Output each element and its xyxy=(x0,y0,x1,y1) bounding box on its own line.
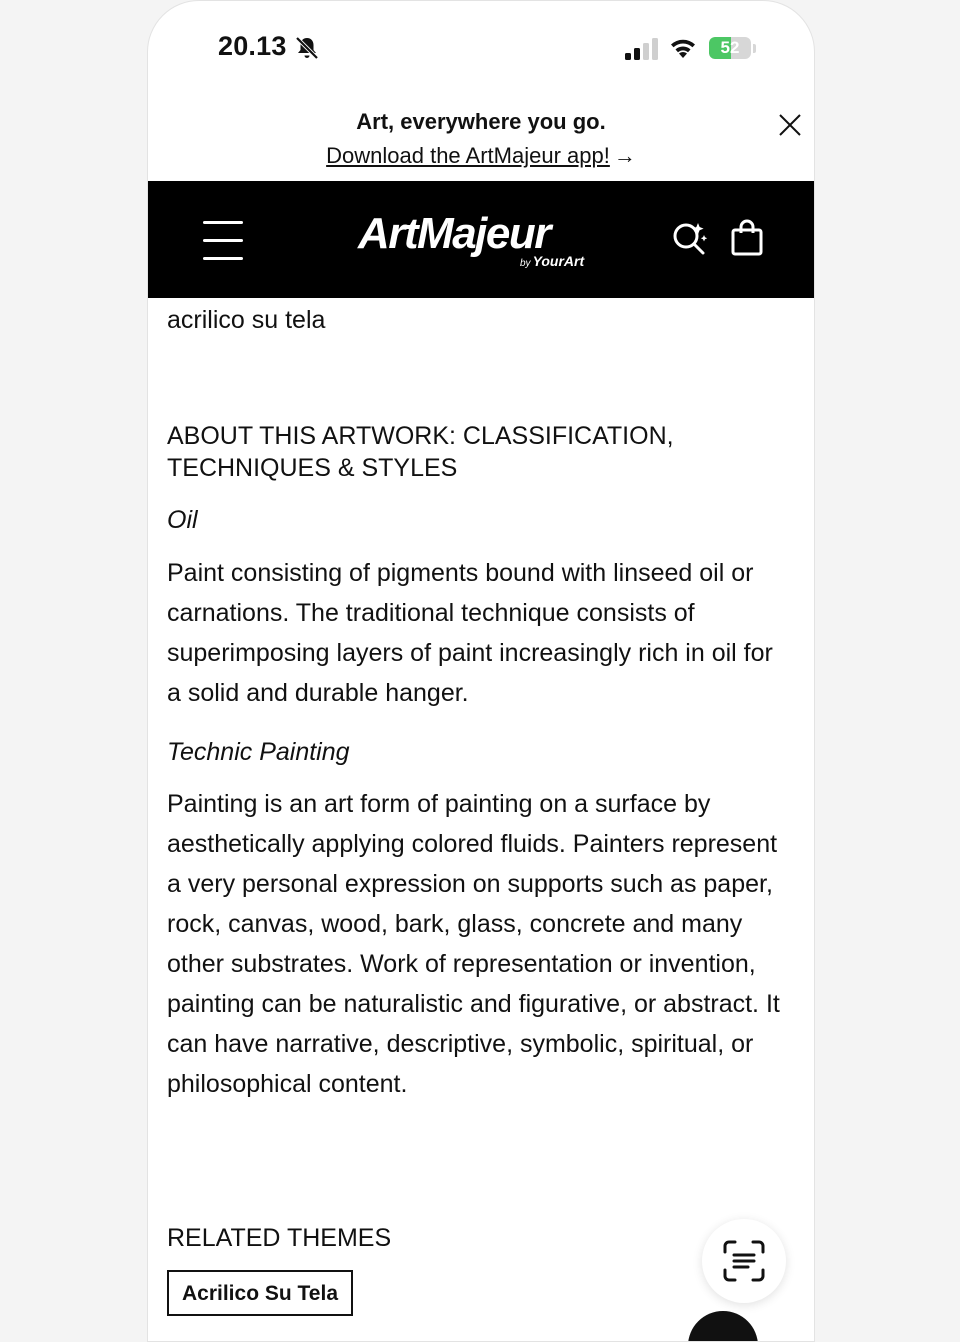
download-app-link[interactable] xyxy=(148,143,814,169)
logo-wordmark: ArtMajeur xyxy=(358,209,550,258)
floating-action-button[interactable] xyxy=(688,1311,758,1342)
phone-screen xyxy=(147,0,815,1342)
battery-nub xyxy=(753,44,756,53)
banner-title: Art, everywhere you go. xyxy=(356,109,606,134)
cellular-signal-icon xyxy=(624,38,660,60)
artwork-medium: acrilico su tela xyxy=(167,306,326,334)
bell-muted-icon xyxy=(294,35,320,61)
ai-search-icon[interactable] xyxy=(671,219,709,257)
logo-byline-name: YourArt xyxy=(532,253,585,269)
status-time: 20.13 xyxy=(218,31,287,61)
logo-by: by xyxy=(520,258,531,269)
download-app-link-text[interactable]: Download the ArtMajeur app! xyxy=(326,143,610,168)
term-title-technic-painting: Technic Painting xyxy=(167,738,350,766)
battery-charging-icon xyxy=(709,37,751,59)
term-description-technic-painting: Painting is an art form of painting on a surface by aesthetically applying colored fluids. Painters represent a very personal expression on supports such as paper, rock, canvas, wood, bark, glass, concrete and many other substrates. Work of representation or invention, painting can be naturalistic and figurative, or abstract. It can have narrative, descriptive, symbolic, spiritual, or philosophical content. xyxy=(167,790,780,1098)
close-icon[interactable] xyxy=(778,113,802,137)
text-scan-icon[interactable] xyxy=(722,1239,766,1283)
battery-percent: 52 xyxy=(720,38,740,57)
site-header xyxy=(148,181,814,298)
term-title-oil: Oil xyxy=(167,506,198,534)
artmajeur-logo[interactable] xyxy=(358,209,598,273)
section-title: ABOUT THIS ARTWORK: CLASSIFICATION, TECHNIQUES & STYLES xyxy=(167,422,674,482)
text-scan-button[interactable] xyxy=(702,1219,786,1303)
status-bar xyxy=(148,1,814,97)
arrow-right-icon[interactable]: → xyxy=(613,143,636,168)
related-themes-title: RELATED THEMES xyxy=(167,1224,392,1252)
related-theme-tag[interactable]: Acrilico Su Tela xyxy=(167,1270,353,1316)
logo-byline xyxy=(520,253,584,269)
app-download-banner xyxy=(148,97,814,181)
shopping-bag-icon[interactable] xyxy=(730,219,764,257)
wifi-icon xyxy=(668,36,698,60)
hamburger-menu-icon[interactable] xyxy=(203,221,245,261)
term-description-oil: Paint consisting of pigments bound with linseed oil or carnations. The traditional technique consists of superimposing layers of paint increasingly rich in oil for a solid and durable hanger. xyxy=(167,559,773,707)
